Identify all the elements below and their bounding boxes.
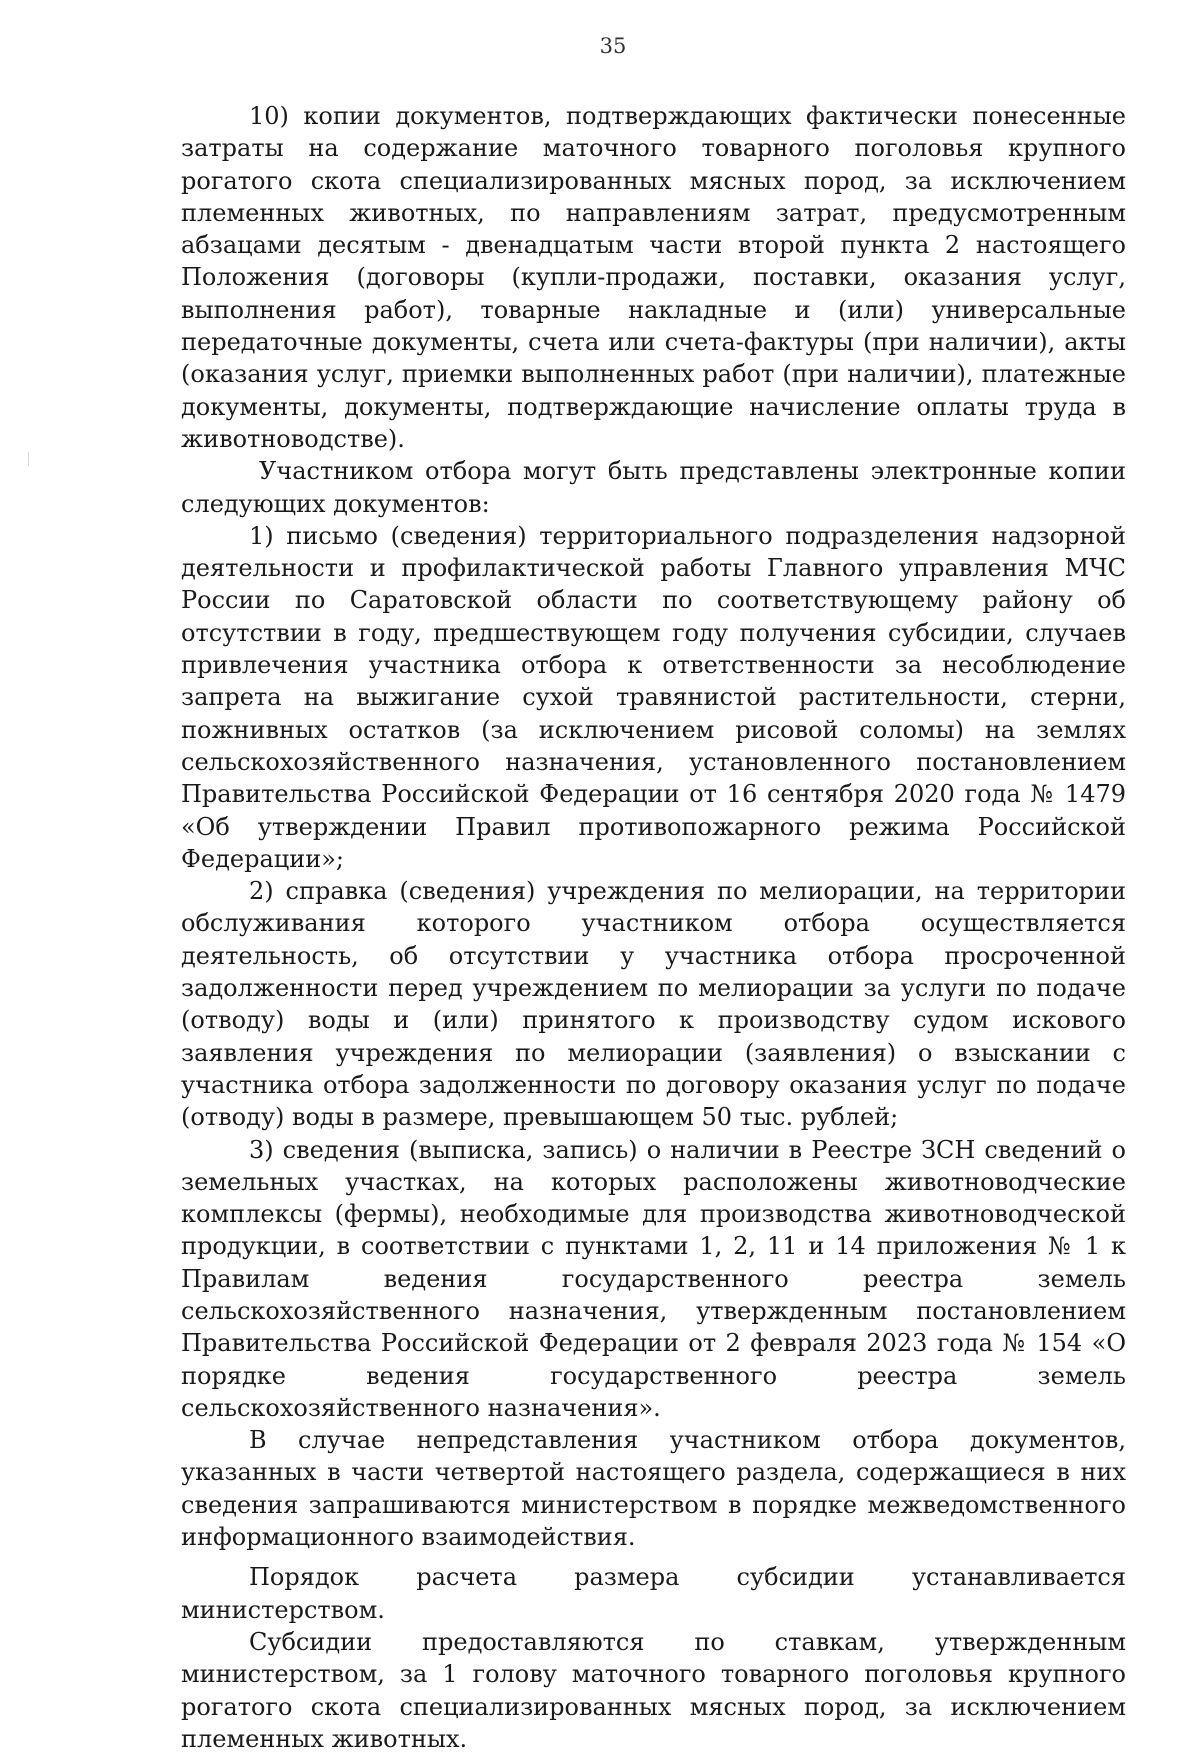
paragraph-electronic-copies-intro: Участником отбора могут быть представлены электронные копии следующих документов:	[181, 457, 1126, 518]
paragraph-item-1-fire-safety-letter: 1) письмо (сведения) территориального подразделения надзорной деятельности и профилактической работы Главного управления МЧС России по Саратовской области по соответствующему району об отсутствии в году, предшествующем году получения субсидии, случаев привлечения участника отбора к ответственности за несоблюдение запрета на выжигание сухой травянистой растительности, стерни, пожнивных остатков (за исключением рисовой соломы) на землях сельскохозяйственного назначения, установленного постановлением Правительства Российской Федерации от 16 сентября 2020 года № 1479 «Об утверждении Правил противопожарного режима Российской Федерации»;	[181, 521, 1126, 873]
paragraph-interagency-request: В случае непредставления участником отбора документов, указанных в части четвертой настоящего раздела, содержащиеся в них сведения запрашиваются министерством в порядке межведомственного информационного взаимодействия.	[181, 1426, 1126, 1552]
page-number: 35	[599, 34, 627, 58]
paragraph-calculation-procedure: Порядок расчета размера субсидии устанавливается министерством.	[181, 1563, 1126, 1624]
paragraph-item-10-expense-documents: 10) копии документов, подтверждающих фактически понесенные затраты на содержание маточного товарного поголовья крупного рогатого скота специализированных мясных пород, за исключением племенных животных, по направлениям затрат, предусмотренным абзацами десятым - двенадцатым части второй пункта 2 настоящего Положения (договоры (купли-продажи, поставки, оказания услуг, выполнения работ), товарные накладные и (или) универсальные передаточные документы, счета или счета-фактуры (при наличии), акты (оказания услуг, приемки выполненных работ (при наличии), платежные документы, документы, подтверждающие начисление оплаты труда в животноводстве).	[181, 102, 1126, 453]
document-body	[181, 100, 1126, 1755]
paragraph-item-2-melioration-certificate: 2) справка (сведения) учреждения по мелиорации, на территории обслуживания которого участником отбора осуществляется деятельность, об отсутствии у участника отбора просроченной задолженности перед учреждением по мелиорации за услуги по подаче (отводу) воды и (или) принятого к производству судом искового заявления учреждения по мелиорации (заявления) о взыскании с участника отбора задолженности по договору оказания услуг по подаче (отводу) воды в размере, превышающем 50 тыс. рублей;	[181, 877, 1126, 1132]
paragraph-subsidy-rates: Субсидии предоставляются по ставкам, утвержденным министерством, за 1 голову маточного товарного поголовья крупного рогатого скота специализированных мясных пород, за исключением племенных животных.	[181, 1627, 1126, 1753]
scan-artifact-mark	[28, 452, 29, 466]
paragraph-item-3-land-registry-info: 3) сведения (выписка, запись) о наличии в Реестре ЗСН сведений о земельных участках, на которых расположены животноводческие комплексы (фермы), необходимые для производства животноводческой продукции, в соответствии с пунктами 1, 2, 11 и 14 приложения № 1 к Правилам ведения государственного реестра земель сельскохозяйственного назначения, утвержденным постановлением Правительства Российской Федерации от 2 февраля 2023 года № 154 «О порядке ведения государственного реестра земель сельскохозяйственного назначения».	[181, 1135, 1126, 1422]
